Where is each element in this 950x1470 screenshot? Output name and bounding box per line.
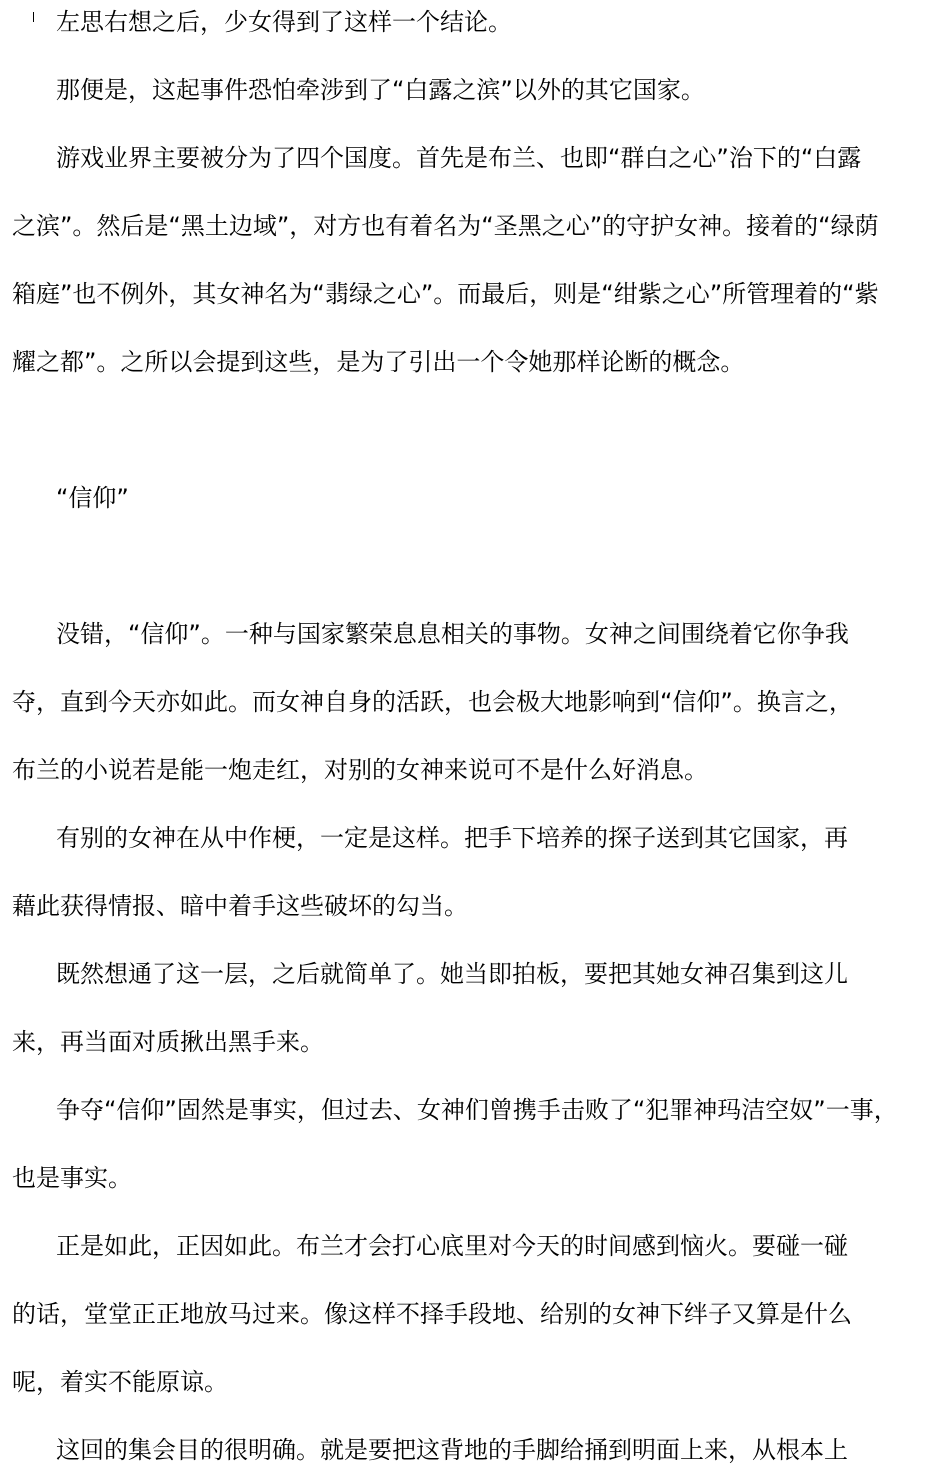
text-line: 也是事实。	[12, 1164, 132, 1192]
text-line: 之滨”。然后是“黑土边域”，对方也有着名为“圣黑之心”的守护女神。接着的“绿荫	[12, 212, 879, 240]
text-line: 正是如此，正因如此。布兰才会打心底里对今天的时间感到恼火。要碰一碰	[56, 1232, 848, 1260]
text-line: 夺，直到今天亦如此。而女神自身的活跃，也会极大地影响到“信仰”。换言之，	[12, 688, 853, 716]
text-line: 没错，“信仰”。一种与国家繁荣息息相关的事物。女神之间围绕着它你争我	[56, 620, 849, 648]
text-line: 游戏业界主要被分为了四个国度。首先是布兰、也即“群白之心”治下的“白露	[56, 144, 862, 172]
text-line: 布兰的小说若是能一炮走红，对别的女神来说可不是什么好消息。	[12, 756, 708, 784]
text-line: 箱庭”也不例外，其女神名为“翡绿之心”。而最后，则是“绀紫之心”所管理着的“紫	[12, 280, 879, 308]
text-line: 藉此获得情报、暗中着手这些破坏的勾当。	[12, 892, 468, 920]
text-line: 呢，着实不能原谅。	[12, 1368, 228, 1396]
text-line: 左思右想之后，少女得到了这样一个结论。	[56, 8, 512, 36]
text-line: 来，再当面对质揪出黑手来。	[12, 1028, 324, 1056]
heading-line: “信仰”	[56, 484, 129, 512]
text-line: 既然想通了这一层，之后就简单了。她当即拍板，要把其她女神召集到这儿	[56, 960, 848, 988]
text-line: 这回的集会目的很明确。就是要把这背地的手脚给捅到明面上来，从根本上	[56, 1436, 848, 1464]
text-line: 有别的女神在从中作梗，一定是这样。把手下培养的探子送到其它国家，再	[56, 824, 848, 852]
margin-mark	[33, 12, 34, 22]
text-line: 那便是，这起事件恐怕牵涉到了“白露之滨”以外的其它国家。	[56, 76, 705, 104]
text-line: 争夺“信仰”固然是事实，但过去、女神们曾携手击败了“犯罪神玛洁空奴”一事，	[56, 1096, 898, 1124]
text-line: 耀之都”。之所以会提到这些，是为了引出一个令她那样论断的概念。	[12, 348, 745, 376]
text-line: 的话，堂堂正正地放马过来。像这样不择手段地、给别的女神下绊子又算是什么	[12, 1300, 852, 1328]
